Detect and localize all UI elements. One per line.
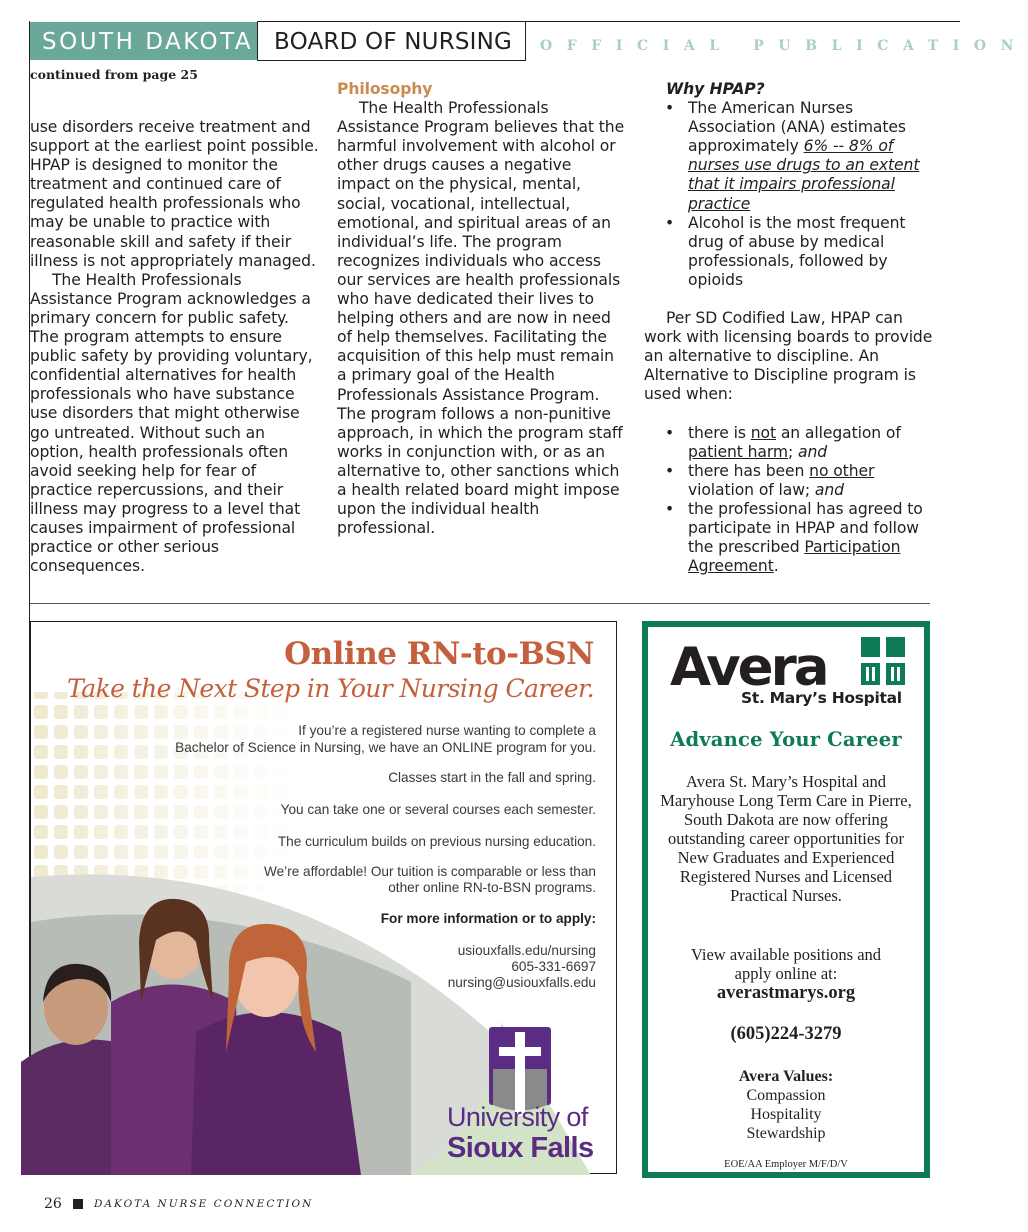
avera-view-positions: View available positions and apply online at: [690,945,882,983]
usf-line-2: You can take one or several courses each semester. [280,802,596,817]
patient-harm-link[interactable]: patient harm [688,442,789,461]
footer-square-icon [73,1199,83,1209]
header-rule [526,21,960,22]
usf-line-1: Classes start in the fall and spring. [388,770,596,785]
usf-line-4b: other online RN-to-BSN programs. [388,880,596,895]
avera-hospital-name: St. Mary’s Hospital [741,689,902,707]
usf-line-3: The curriculum builds on previous nursing education. [277,834,596,849]
page-number: 26 [44,1196,62,1212]
criteria-list [644,424,936,577]
avera-advertisement [642,621,930,1178]
usf-advertisement [30,621,617,1174]
usf-cta: For more information or to apply: [380,911,596,926]
avera-values [648,1067,924,1143]
avera-body: Avera St. Mary’s Hospital and Maryhouse Long Term Care in Pierre, South Dakota are now offering outstanding career opportunities for New Graduates and Experienced Registered Nurses and Licensed Practical Nurses. [660,772,912,905]
continued-note: continued from page 25 [30,67,198,82]
article-column-1 [30,118,322,576]
philosophy-heading: Philosophy [337,80,433,98]
col1-paragraph-1: use disorders receive treatment and support at the earliest point possible. HPAP is designed to monitor the treatment and continued care of regulated health professionals who may be unable to practice with reasonable skill and safety if their illness is not appropriately managed. [30,118,319,270]
usf-title: Online RN-to-BSN [284,636,594,672]
usf-intro-line-1: If you’re a registered nurse wanting to complete a [298,723,596,738]
tile-fade [31,692,291,892]
usf-line-4a: We’re affordable! Our tuition is comparable or less than [264,864,596,879]
avera-headline: Advance Your Career [670,728,902,751]
section-divider [30,603,930,604]
article-column-2 [337,80,627,538]
avera-phone: (605)224-3279 [730,1024,842,1044]
header-state: SOUTH DAKOTA [30,22,257,60]
avera-website[interactable]: averastmarys.org [716,983,856,1003]
usf-background-art [31,622,618,1175]
usf-phone: 605-331-6697 [511,959,596,974]
nurse-3-scrubs [191,1012,361,1175]
usf-intro-line-2: Bachelor of Science in Nursing, we have an ONLINE program for you. [175,740,596,755]
header-board: BOARD OF NURSING [257,21,526,61]
usf-subtitle: Take the Next Step in Your Nursing Career. [67,674,594,703]
list-item: • there has been no other violation of law; and [644,462,936,500]
avera-eoe-notice: EOE/AA Employer M/F/D/V [724,1159,848,1170]
footer-publication: DAKOTA NURSE CONNECTION [94,1198,314,1210]
article-column-3 [644,80,936,576]
col1-paragraph-2: The Health Professionals Assistance Program acknowledges a primary concern for public safety. The program attempts to ensure public safety by providing voluntary, confidential alternatives for health professionals who have substance use disorders that might otherwise go untreated. Without such an option, health professionals often avoid seeking help for fear of practice repercussions, and their illness may progress to a level that causes impairment of professional practice or other serious consequences. [30,270,313,576]
avera-value-item: Compassion [746,1087,826,1104]
usf-name-line-2: Sioux Falls [447,1132,594,1164]
why-hpap-heading: Why HPAP? [666,80,765,98]
statistic-link[interactable]: 6% -- 8% of nurses use drugs to an extent that it impairs professional practice [688,137,920,213]
avera-values-heading: Avera Values: [738,1068,834,1085]
avera-value-item: Hospitality [750,1106,822,1123]
list-item: • Alcohol is the most frequent drug of abuse by medical professionals, followed by opioids [644,214,936,290]
list-item: • the professional has agreed to participate in HPAP and follow the prescribed Participation Agreement. [644,500,936,576]
stats-list [644,99,936,290]
usf-name-line-1: University of [447,1102,588,1132]
usf-cross-horizontal [499,1047,541,1056]
avera-cross-icon [861,637,905,685]
list-item: • The American Nurses Association (ANA) estimates approximately 6% -- 8% of nurses use drugs to an extent that it impairs professional practice [644,99,936,214]
philosophy-paragraph: The Health Professionals Assistance Program believes that the harmful involvement with alcohol or other drugs causes a negative impact on the physical, mental, social, vocational, intellectual, emotional, and spiritual areas of an individual’s life. The program recognizes individuals who access our services are health professionals who have dedicated their lives to helping others and are now in need of help themselves. Facilitating the acquisition of this help must remain a primary goal of the Health Professionals Assistance Program. The program follows a non-punitive approach, in which the program staff works in conjunction with, or as an alternative to, other sanctions which a health related board might impose upon the individual health professional. [337,99,625,538]
usf-website[interactable]: usiouxfalls.edu/nursing [457,943,596,958]
avera-value-item: Stewardship [746,1125,826,1142]
avera-logo-text: Avera [670,637,827,698]
list-item: • there is not an allegation of patient harm; and [644,424,936,462]
usf-email[interactable]: nursing@usiouxfalls.edu [447,975,596,990]
participation-agreement-link[interactable]: Participation Agreement [688,538,901,576]
sd-law-paragraph: Per SD Codified Law, HPAP can work with licensing boards to provide an alternative to discipline. An Alternative to Discipline program is used when: [644,309,933,404]
header-publication: OFFICIAL PUBLICATION [540,38,1028,54]
